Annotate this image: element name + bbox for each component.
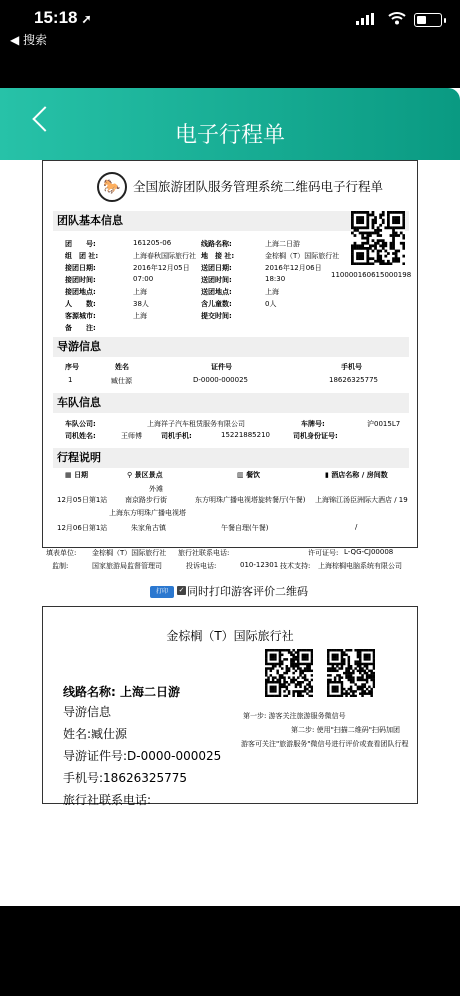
- itinerary-row1-meal: 东方明珠广播电视塔旋转餐厅(午餐): [195, 496, 306, 504]
- back-to-app-link[interactable]: ◀ 搜索: [10, 33, 48, 47]
- complaint-phone: 010-12301: [240, 561, 279, 569]
- card-agency-name: 金棕榈（T）国际旅行社: [166, 629, 294, 643]
- team-cell: 客源城市:: [65, 312, 96, 320]
- itinerary-row2-hotel: /: [355, 523, 358, 531]
- wifi-icon: [388, 11, 406, 25]
- signal-icon: [356, 13, 374, 25]
- team-cell: 含儿童数:: [201, 300, 232, 308]
- card-route: 线路名称: 上海二日游: [63, 685, 180, 699]
- team-cell: 0人: [265, 300, 277, 308]
- team-cell: 07:00: [133, 275, 154, 283]
- itinerary-sight-extra2: 上海东方明珠广播电视塔: [109, 509, 186, 517]
- battery-icon: [414, 13, 442, 27]
- document-title: 全国旅游团队服务管理系统二维码电子行程单: [133, 179, 384, 194]
- team-cell: 线路名称:: [201, 240, 232, 248]
- itinerary-row2-date: 12月06日第1站: [57, 524, 108, 532]
- itinerary-document: [42, 160, 418, 548]
- hotel-icon: ▮: [325, 471, 329, 479]
- itinerary-header-meal: ▥ 餐饮: [237, 471, 261, 479]
- team-cell: 161205-06: [133, 239, 172, 247]
- supervise: 国家旅游局监督管理司: [92, 562, 162, 570]
- print-button[interactable]: 打印: [150, 586, 174, 598]
- fleet-plate-label: 车牌号:: [301, 420, 325, 428]
- meal-icon: ▥: [237, 471, 244, 479]
- license: L-QG-CJ00008: [344, 548, 394, 556]
- fleet-phone: 15221885210: [221, 431, 270, 439]
- itinerary-row1-hotel: 上海锦江汤臣洲际大酒店 / 19: [315, 496, 408, 504]
- team-cell: 38人: [133, 300, 149, 308]
- print-qr-label: 同时打印游客评价二维码: [187, 585, 308, 598]
- team-cell: 接团地点:: [65, 288, 96, 296]
- step-one: 第一步: 游客关注旅游服务微信号: [243, 712, 346, 720]
- team-cell: 接团时间:: [65, 276, 96, 284]
- calendar-icon: ▦: [65, 471, 72, 479]
- tourism-logo-icon: 🐎: [97, 172, 127, 202]
- itinerary-row2-sight: 朱家角古镇: [131, 524, 166, 532]
- fleet-driver-label: 司机姓名:: [65, 432, 96, 440]
- guide-header-index: 序号: [65, 363, 79, 371]
- tech-support: 上海棕榈电脑系统有限公司: [318, 562, 402, 570]
- section-fleet-info: 车队信息: [53, 393, 409, 413]
- print-qr-checkbox[interactable]: ✓: [178, 586, 185, 594]
- team-cell: 提交时间:: [201, 312, 232, 320]
- wechat-qr-icon: [265, 649, 313, 697]
- guide-id: D-0000-000025: [193, 376, 248, 384]
- document-footer: [46, 546, 426, 576]
- itinerary-header-hotel: ▮ 酒店名称 / 房间数: [325, 471, 388, 479]
- team-cell: 送团日期:: [201, 264, 232, 272]
- section-itinerary: 行程说明: [53, 448, 409, 468]
- agency-phone-label: 旅行社联系电话:: [178, 549, 230, 557]
- section-guide-info: 导游信息: [53, 337, 409, 357]
- team-cell: 2016年12月05日: [133, 264, 190, 272]
- itinerary-row1-sight: 南京路步行街: [125, 496, 167, 504]
- fill-unit: 金棕榈（T）国际旅行社: [92, 549, 167, 557]
- content-page: [0, 88, 460, 906]
- fleet-company: 上海祥子汽车租赁服务有限公司: [147, 420, 245, 428]
- location-arrow-icon: ➚: [81, 12, 92, 26]
- fleet-phone-label: 司机手机:: [161, 432, 192, 440]
- card-agency-phone: 旅行社联系电话:: [63, 793, 152, 807]
- page-title: 电子行程单: [174, 123, 285, 148]
- team-cell: 上海: [133, 312, 147, 320]
- team-cell: 上海: [265, 288, 279, 296]
- team-cell: 上海春秋国际旅行社: [133, 252, 196, 260]
- team-cell: 备 注:: [65, 324, 96, 332]
- status-bar: [0, 0, 460, 60]
- team-cell: 上海二日游: [265, 240, 300, 248]
- supervise-label: 监制:: [52, 562, 69, 570]
- team-cell: 送团时间:: [201, 276, 232, 284]
- team-cell: 团 号:: [65, 240, 96, 248]
- team-cell: 18:30: [265, 275, 286, 283]
- tech-label: 技术支持:: [280, 562, 311, 570]
- team-cell: 接团日期:: [65, 264, 96, 272]
- step-two: 第二步: 使用"扫描二维码"扫码加团: [291, 726, 401, 734]
- fleet-company-label: 车队公司:: [65, 420, 96, 428]
- guide-phone: 18626325775: [329, 376, 378, 384]
- itinerary-row1-date: 12月05日第1站: [57, 496, 108, 504]
- itinerary-header-sight: ⚲ 景区景点: [127, 471, 163, 479]
- step-three: 游客可关注"旅游服务"微信号进行评价或查看团队行程: [241, 740, 409, 748]
- app-header: [0, 88, 460, 160]
- itinerary-sight-extra: 外滩: [149, 485, 163, 493]
- card-guide-info: 导游信息: [63, 705, 112, 719]
- card-guide-name: 姓名:臧仕源: [63, 727, 128, 741]
- team-cell: 上海: [133, 288, 147, 296]
- team-cell: 金棕榈（T）国际旅行社: [265, 252, 340, 260]
- clock: 15:18 ➚: [34, 8, 92, 27]
- team-cell: 2016年12月06日: [265, 264, 322, 272]
- card-guide-phone: 手机号:18626325775: [63, 771, 188, 785]
- fleet-driver: 王师傅: [121, 432, 142, 440]
- fleet-id-label: 司机身份证号:: [293, 432, 338, 440]
- itinerary-header-date: ▦ 日期: [65, 471, 89, 479]
- guide-index: 1: [68, 376, 73, 384]
- fleet-plate: 沪0015L7: [367, 420, 401, 428]
- guide-name: 臧仕源: [111, 377, 132, 385]
- group-qr-icon: [327, 649, 375, 697]
- tourist-qr-card: [42, 606, 418, 807]
- qr-code-icon: [351, 211, 405, 265]
- license-label: 许可证号:: [308, 549, 339, 557]
- team-cell: 人 数:: [65, 300, 96, 308]
- team-cell: 送团地点:: [201, 288, 232, 296]
- guide-header-phone: 手机号: [341, 363, 362, 371]
- guide-header-name: 姓名: [115, 363, 129, 371]
- guide-header-id: 证件号: [211, 363, 232, 371]
- itinerary-row2-meal: 午餐自理(午餐): [221, 524, 269, 532]
- complaint-label: 投诉电话:: [186, 562, 217, 570]
- pin-icon: ⚲: [127, 471, 133, 479]
- card-guide-id: 导游证件号:D-0000-000025: [63, 749, 222, 763]
- team-cell: 组 团 社:: [65, 252, 99, 260]
- section-team-info: 团队基本信息: [53, 211, 409, 231]
- fill-unit-label: 填表单位:: [46, 549, 77, 557]
- team-cell: 地 接 社:: [201, 252, 235, 260]
- qr-code-number: 110000160615000198: [331, 271, 412, 279]
